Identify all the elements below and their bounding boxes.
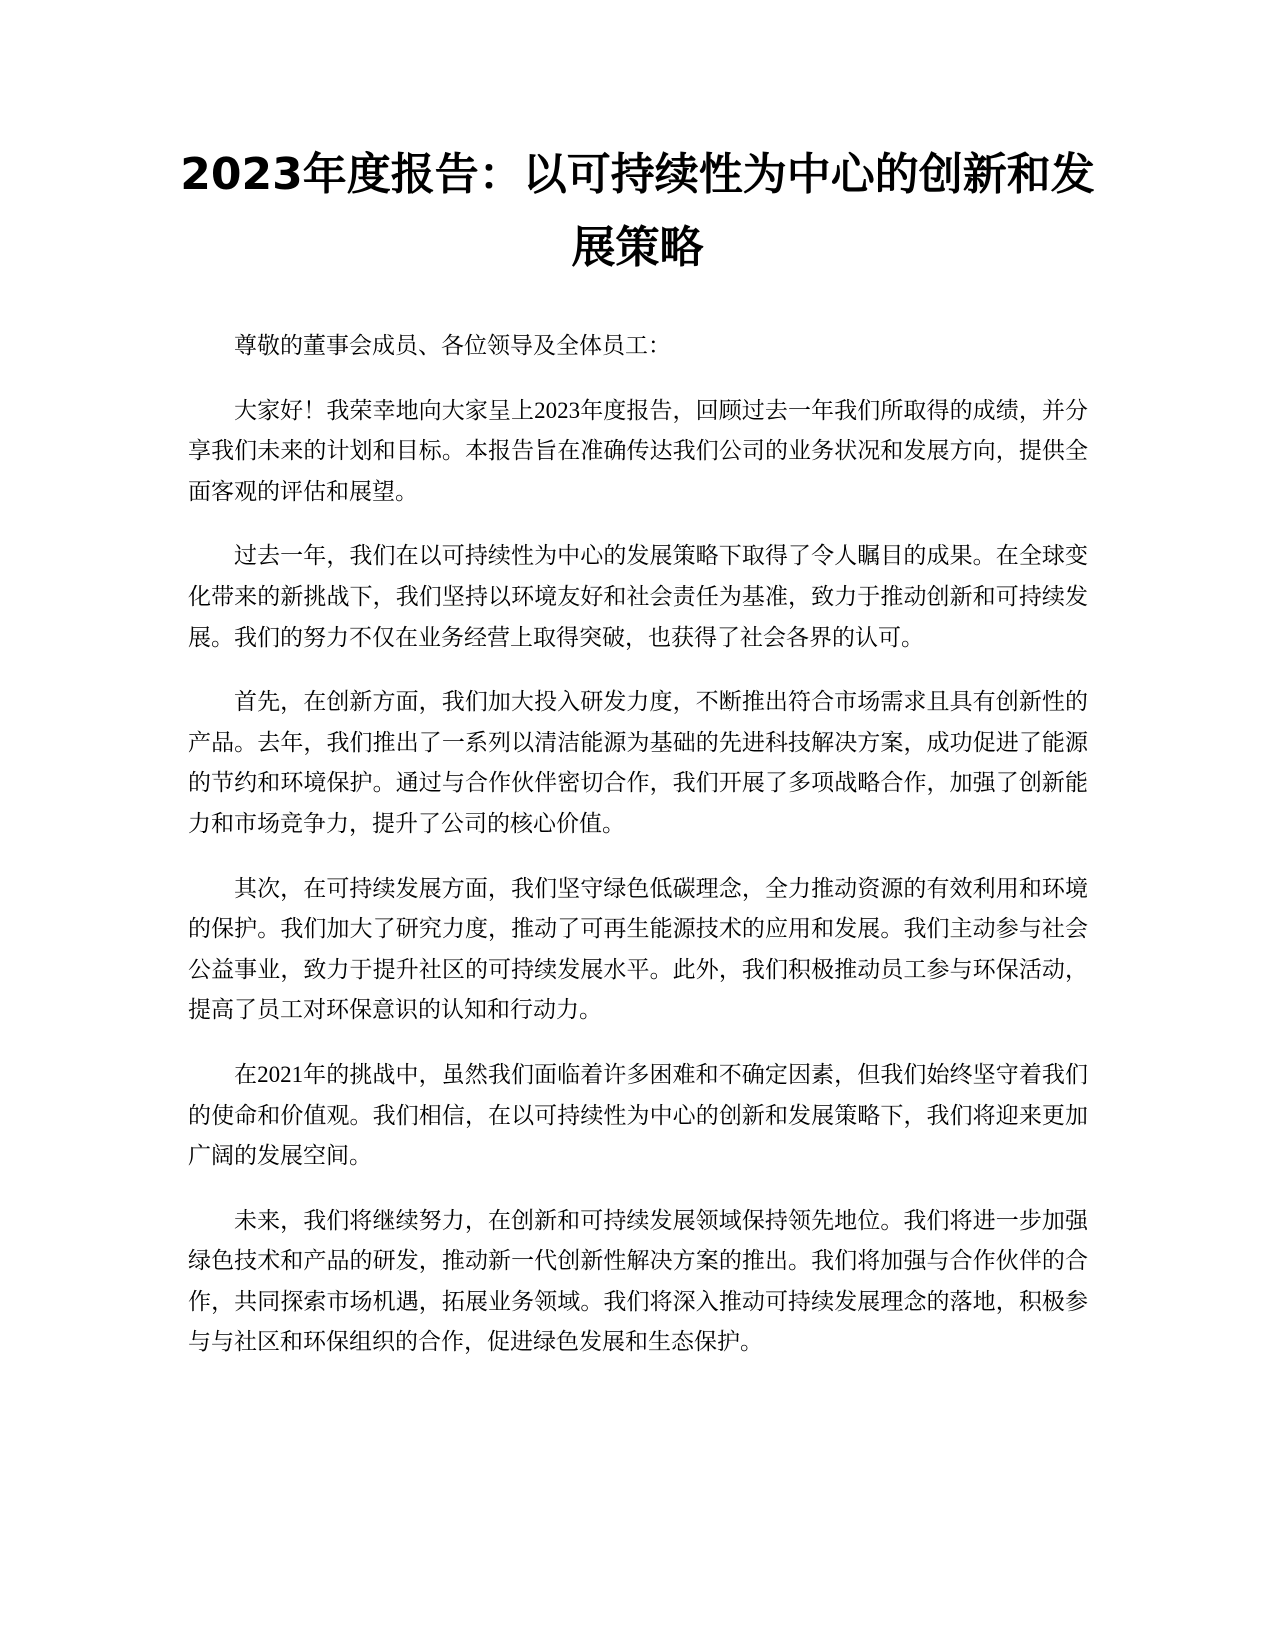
- body-paragraph: 其次，在可持续发展方面，我们坚守绿色低碳理念，全力推动资源的有效利用和环境的保护。我们加大了研究力度，推动了可再生能源技术的应用和发展。我们主动参与社会公益事业，致力于提升社区的可持续发展水平。此外，我们积极推动员工参与环保活动，提高了员工对环保意识的认知和行动力。: [188, 875, 1088, 1023]
- body-paragraph: 首先，在创新方面，我们加大投入研发力度，不断推出符合市场需求且具有创新性的产品。去年，我们推出了一系列以清洁能源为基础的先进科技解决方案，成功促进了能源的节约和环境保护。通过与合作伙伴密切合作，我们开展了多项战略合作，加强了创新能力和市场竞争力，提升了公司的核心价值。: [188, 689, 1088, 836]
- body-paragraph: 过去一年，我们在以可持续性为中心的发展策略下取得了令人瞩目的成果。在全球变化带来的新挑战下，我们坚持以环境友好和社会责任为基准，致力于推动创新和可持续发展。我们的努力不仅在业务经营上取得突破，也获得了社会各界的认可。: [188, 543, 1088, 650]
- document-body: [188, 326, 1088, 1387]
- body-paragraph: 大家好！我荣幸地向大家呈上2023年度报告，回顾过去一年我们所取得的成绩，并分享我们未来的计划和目标。本报告旨在准确传达我们公司的业务状况和发展方向，提供全面客观的评估和展望。: [188, 397, 1088, 504]
- document-title: 2023年度报告：以可持续性为中心的创新和发展策略: [180, 149, 1095, 273]
- body-paragraph: 未来，我们将继续努力，在创新和可持续发展领域保持领先地位。我们将进一步加强绿色技术和产品的研发，推动新一代创新性解决方案的推出。我们将加强与合作伙伴的合作，共同探索市场机遇，拓展业务领域。我们将深入推动可持续发展理念的落地，积极参与与社区和环保组织的合作，促进绿色发展和生态保护。: [188, 1207, 1088, 1355]
- salutation-paragraph: 尊敬的董事会成员、各位领导及全体员工：: [234, 333, 671, 358]
- body-paragraph: 在2021年的挑战中，虽然我们面临着许多困难和不确定因素，但我们始终坚守着我们的使命和价值观。我们相信，在以可持续性为中心的创新和发展策略下，我们将迎来更加广阔的发展空间。: [188, 1061, 1088, 1169]
